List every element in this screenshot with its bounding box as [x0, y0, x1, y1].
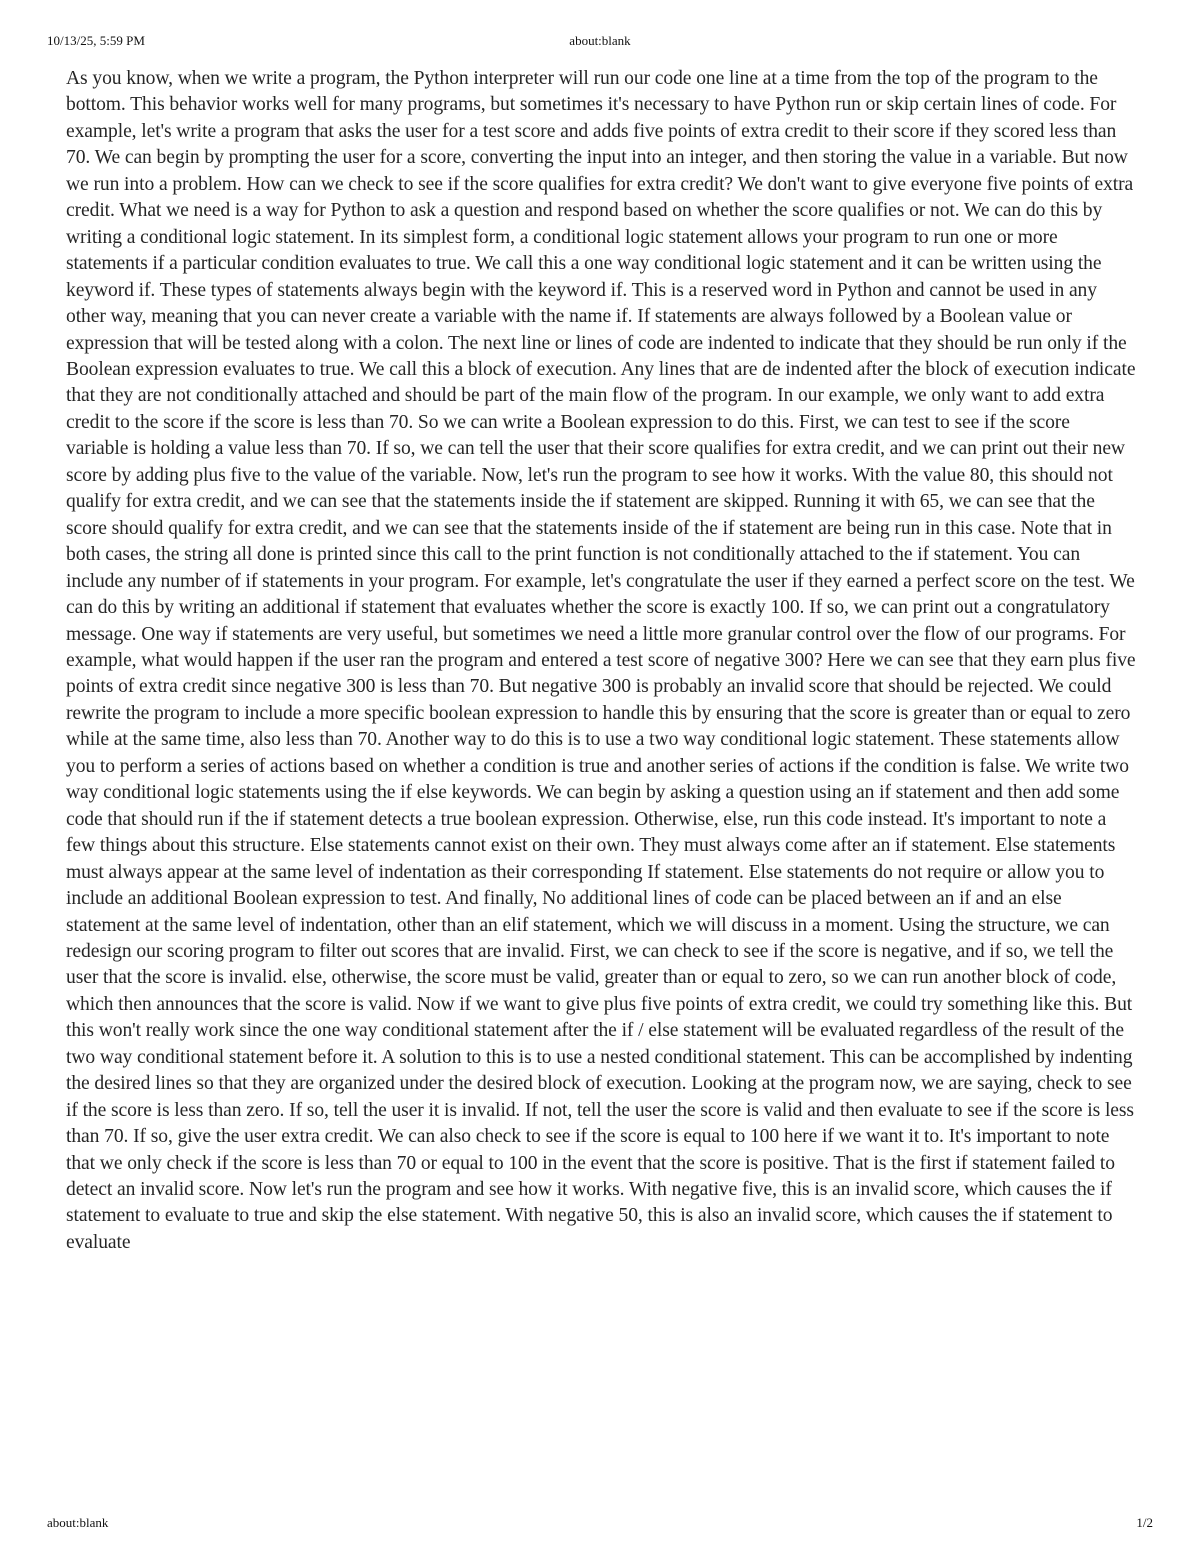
print-url: about:blank — [47, 1515, 109, 1530]
print-page-title: about:blank — [569, 33, 631, 48]
print-page-number: 1/2 — [1136, 1515, 1153, 1530]
print-datetime: 10/13/25, 5:59 PM — [47, 33, 145, 48]
print-footer — [47, 1515, 1153, 1531]
transcript-paragraph: As you know, when we write a program, the Python interpreter will run our code one line at a time from the top of the program to the bottom. This behavior works well for many programs, but sometimes it's necessary to have Python run or skip certain lines of code. For example, let's write a program that asks the user for a test score and adds five points of extra credit to their score if they scored less than 70. We can begin by prompting the user for a score, converting the input into an integer, and then storing the value in a variable. But now we run into a problem. How can we check to see if the score qualifies for extra credit? We don't want to give everyone five points of extra credit. What we need is a way for Python to ask a question and respond based on whether the score qualifies or not. We can do this by writing a conditional logic statement. In its simplest form, a conditional logic statement allows your program to run one or more statements if a particular condition evaluates to true. We call this a one way conditional logic statement and it can be written using the keyword if. These types of statements always begin with the keyword if. This is a reserved word in Python and cannot be used in any other way, meaning that you can never create a variable with the name if. If statements are always followed by a Boolean value or expression that will be tested along with a colon. The next line or lines of code are indented to indicate that they should be run only if the Boolean expression evaluates to true. We call this a block of execution. Any lines that are de indented after the block of execution indicate that they are not conditionally attached and should be part of the main flow of the program. In our example, we only want to add extra credit to the score if the score is less than 70. So we can write a Boolean expression to do this. First, we can test to see if the score variable is holding a value less than 70. If so, we can tell the user that their score qualifies for extra credit, and we can print out their new score by adding plus five to the value of the variable. Now, let's run the program to see how it works. With the value 80, this should not qualify for extra credit, and we can see that the statements inside the if statement are skipped. Running it with 65, we can see that the score should qualify for extra credit, and we can see that the statements inside of the if statement are being run in this case. Note that in both cases, the string all done is printed since this call to the print function is not conditionally attached to the if statement. You can include any number of if statements in your program. For example, let's congratulate the user if they earned a perfect score on the test. We can do this by writing an additional if statement that evaluates whether the score is exactly 100. If so, we can print out a congratulatory message. One way if statements are very useful, but sometimes we need a little more granular control over the flow of our programs. For example, what would happen if the user ran the program and entered a test score of negative 300? Here we can see that they earn plus five points of extra credit since negative 300 is less than 70. But negative 300 is probably an invalid score that should be rejected. We could rewrite the program to include a more specific boolean expression to handle this by ensuring that the score is greater than or equal to zero while at the same time, also less than 70. Another way to do this is to use a two way conditional logic statement. These statements allow you to perform a series of actions based on whether a condition is true and another series of actions if the condition is false. We write two way conditional logic statements using the if else keywords. We can begin by asking a question using an if statement and then add some code that should run if the if statement detects a true boolean expression. Otherwise, else, run this code instead. It's important to note a few things about this structure. Else statements cannot exist on their own. They must always come after an if statement. Else statements must always appear at the same level of indentation as their corresponding If statement. Else statements do not require or allow you to include an additional Boolean expression to test. And finally, No additional lines of code can be placed between an if and an else statement at the same level of indentation, other than an elif statement, which we will discuss in a moment. Using the structure, we can redesign our scoring program to filter out scores that are invalid. First, we can check to see if the score is negative, and if so, we tell the user that the score is invalid. else, otherwise, the score must be valid, greater than or equal to zero, so we can run another block of code, which then announces that the score is valid. Now if we want to give plus five points of extra credit, we could try something like this. But this won't really work since the one way conditional statement after the if / else statement will be evaluated regardless of the result of the two way conditional statement before it. A solution to this is to use a nested conditional statement. This can be accomplished by indenting the desired lines so that they are organized under the desired block of execution. Looking at the program now, we are saying, check to see if the score is less than zero. If so, tell the user it is invalid. If not, tell the user the score is valid and then evaluate to see if the score is less than 70. If so, give the user extra credit. We can also check to see if the score is equal to 100 here if we want it to. It's important to note that we only check if the score is less than 70 or equal to 100 in the event that the score is positive. That is the first if statement failed to detect an invalid score. Now let's run the program and see how it works. With negative five, this is an invalid score, which causes the if statement to evaluate to true and skip the else statement. With negative 50, this is also an invalid score, which causes the if statement to evaluate — [66, 68, 1136, 1253]
print-header — [47, 33, 1153, 49]
